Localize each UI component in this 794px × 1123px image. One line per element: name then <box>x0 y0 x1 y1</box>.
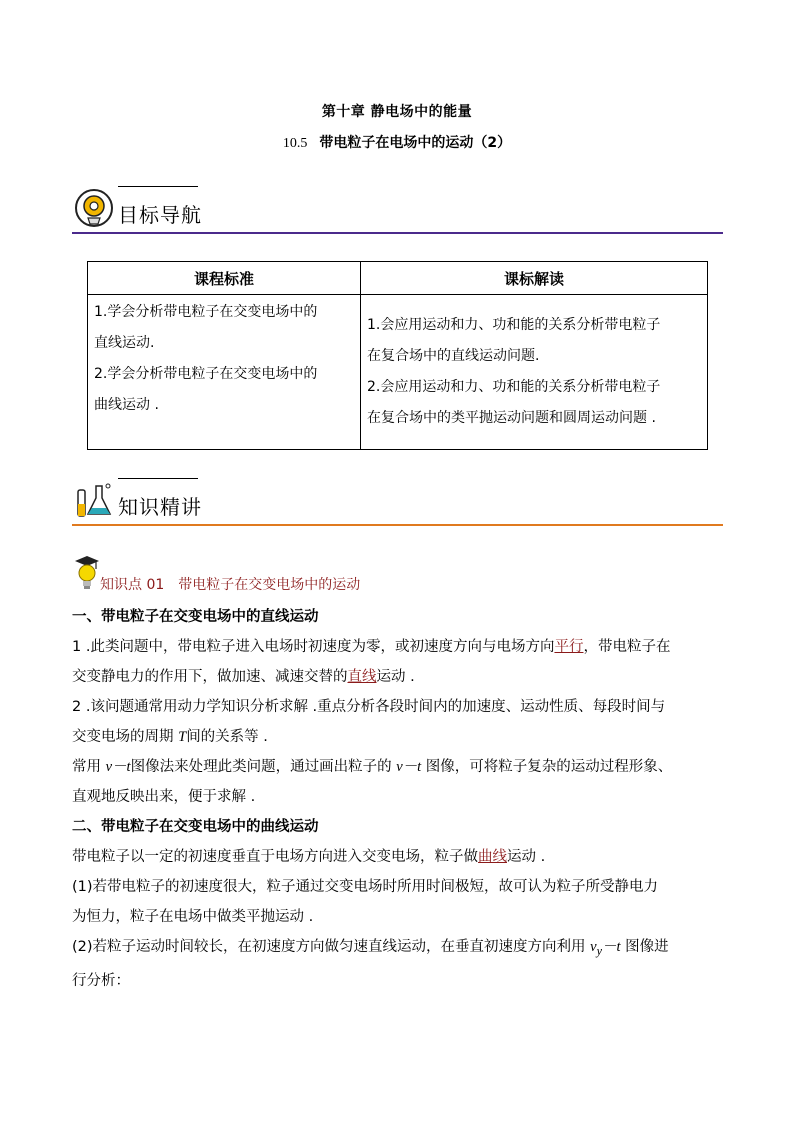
part2-paragraph-2: (1)若带电粒子的初速度很大，粒子通过交变电场时所用时间极短，故可认为粒子所受静电力 <box>72 879 659 895</box>
standard-line: 2.学会分析带电粒子在交变电场中的 <box>94 366 318 382</box>
interpretation-line: 1.会应用运动和力、功和能的关系分析带电粒子 <box>367 317 661 333</box>
text-run: 间的关系等 . <box>186 729 268 745</box>
part1-paragraph-1-cont <box>72 662 728 692</box>
graduate-bulb-icon <box>72 553 102 591</box>
vt-symbol: v－t <box>105 759 131 775</box>
part2-paragraph-3-cont: 行分析： <box>72 972 130 989</box>
interpretation-line: 在复合场中的类平抛运动问题和圆周运动问题 . <box>367 410 656 426</box>
part1-paragraph-3 <box>72 752 728 782</box>
part1-paragraph-1 <box>72 632 728 662</box>
table-header-row <box>88 262 708 295</box>
t-symbol: －t <box>601 939 621 955</box>
knowledge-underline <box>72 524 723 526</box>
chapter-title: 第十章 静电场中的能量 <box>321 104 473 120</box>
vy-subscript: y <box>596 943 602 958</box>
goals-title: 目标导航 <box>118 203 202 227</box>
knowledge-point-text: 带电粒子在交变电场中的运动 <box>178 577 361 593</box>
text-run: 运动 . <box>376 669 415 685</box>
standard-line: 1.学会分析带电粒子在交变电场中的 <box>94 304 318 320</box>
text-run: 交变静电力的作用下，做加速、减速交替的 <box>72 669 348 685</box>
interpretation-line: 2.会应用运动和力、功和能的关系分析带电粒子 <box>367 379 661 395</box>
vy-symbol: v <box>590 939 597 955</box>
key-term-curve: 曲线 <box>478 849 507 865</box>
knowledge-point-number: 知识点 01 <box>100 577 165 593</box>
text-run: 图像法来处理此类问题，通过画出粒子的 <box>130 759 397 775</box>
knowledge-top-rule <box>118 478 198 479</box>
table-cell-standard <box>88 295 361 450</box>
knowledge-point-title <box>100 574 360 594</box>
lesson-title-text: 带电粒子在电场中的运动（2） <box>319 135 512 151</box>
table-row <box>88 295 708 450</box>
part1-paragraph-2: 2 .该问题通常用动力学知识分析求解 .重点分析各段时间内的加速度、运动性质、每段时间与 <box>72 699 666 715</box>
text-run: 1 .此类问题中，带电粒子进入电场时初速度为零，或初速度方向与电场方向 <box>72 639 555 655</box>
goals-underline <box>72 232 723 234</box>
knowledge-section-header <box>72 478 723 522</box>
head-gear-icon <box>74 188 114 228</box>
standard-line: 直线运动. <box>94 335 155 351</box>
part2-paragraph-3 <box>72 932 728 966</box>
flask-icon <box>74 480 114 520</box>
knowledge-title: 知识精讲 <box>118 495 202 519</box>
text-run: 图像，可将粒子复杂的运动过程形象、 <box>421 759 673 775</box>
period-symbol: T <box>178 729 187 745</box>
text-run: 常用 <box>72 759 106 775</box>
part1-heading: 一、带电粒子在交变电场中的直线运动 <box>72 609 319 625</box>
vt-symbol: v－t <box>396 759 422 775</box>
part1-paragraph-2-cont <box>72 722 728 752</box>
goals-top-rule <box>118 186 198 187</box>
text-run: 运动 . <box>507 849 546 865</box>
key-term-parallel: 平行 <box>554 639 584 655</box>
text-run: (2)若粒子运动时间较长，在初速度方向做匀速直线运动，在垂直初速度方向利用 <box>72 939 591 955</box>
table-cell-interpretation <box>361 295 708 450</box>
part2-heading: 二、带电粒子在交变电场中的曲线运动 <box>72 819 319 835</box>
interpretation-line: 在复合场中的直线运动问题. <box>367 348 540 364</box>
part2-paragraph-2-cont: 为恒力，粒子在电场中做类平抛运动 . <box>72 909 314 925</box>
text-run: 交变电场的周期 <box>72 729 179 745</box>
table-header-standard: 课程标准 <box>88 262 361 295</box>
text-run: 图像进 <box>620 939 669 955</box>
part1-paragraph-3-cont: 直观地反映出来，便于求解 . <box>72 789 256 805</box>
lesson-number: 10.5 <box>282 136 308 151</box>
key-term-linear: 直线 <box>347 669 377 685</box>
text-run: ，带电粒子在 <box>583 639 671 655</box>
part2-paragraph-1 <box>72 842 728 872</box>
goals-section-header <box>72 186 723 230</box>
standards-table <box>87 261 708 450</box>
lesson-title <box>0 132 794 152</box>
standard-line: 曲线运动 . <box>94 397 159 413</box>
text-run: 带电粒子以一定的初速度垂直于电场方向进入交变电场，粒子做 <box>72 849 478 865</box>
table-header-interpretation: 课标解读 <box>361 262 708 295</box>
part1-block <box>72 602 728 996</box>
